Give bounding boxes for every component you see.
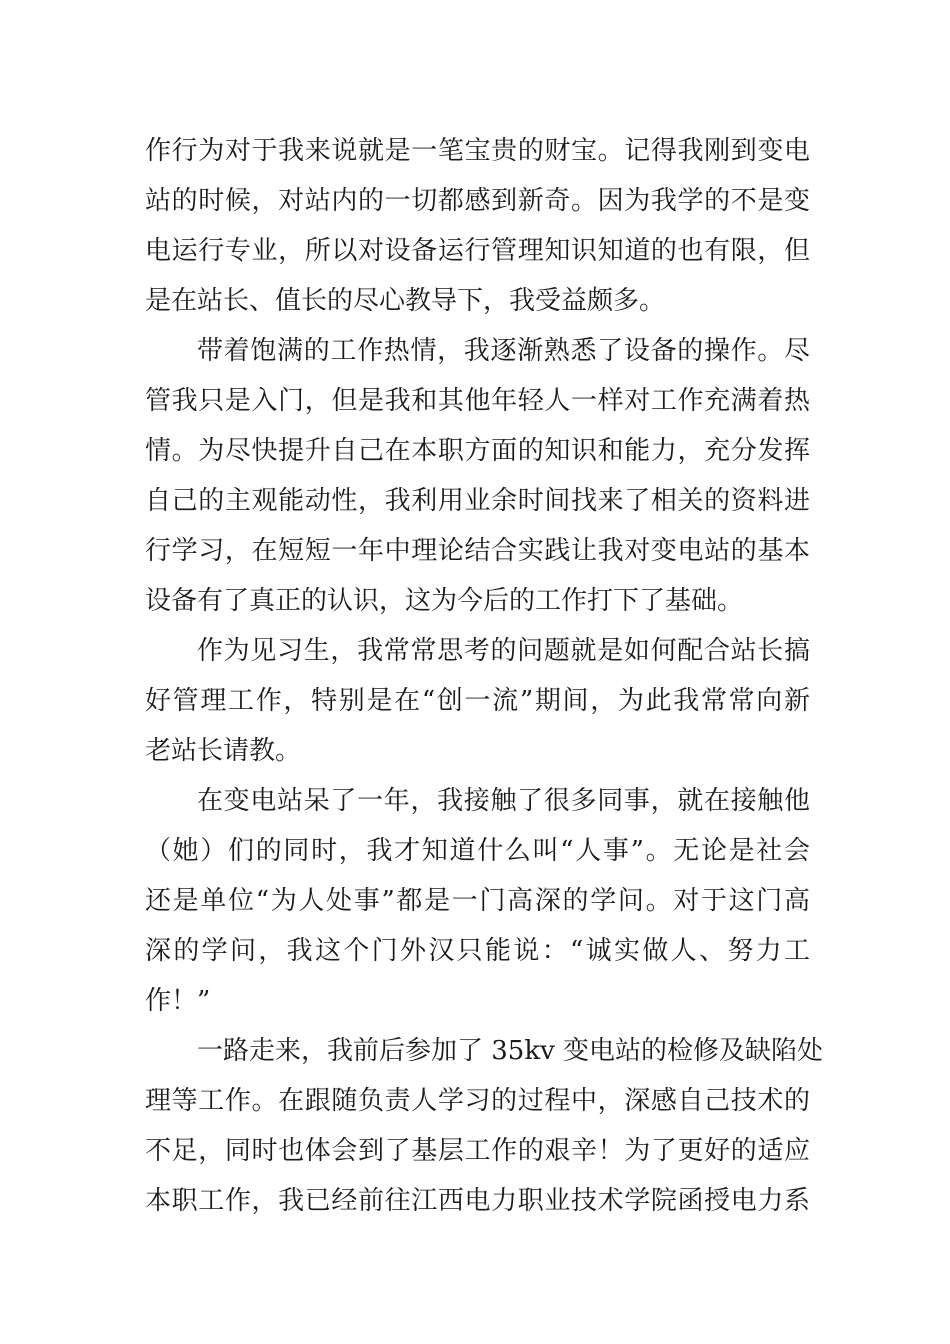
- text-line: 不足，同时也体会到了基层工作的艰辛！为了更好的适应: [145, 1136, 810, 1166]
- text-line: 作为见习生，我常常思考的问题就是如何配合站长搞: [197, 636, 810, 666]
- text-line: 站的时候，对站内的一切都感到新奇。因为我学的不是变: [145, 186, 810, 216]
- text-line: 情。为尽快提升自己在本职方面的知识和能力，充分发挥: [145, 436, 810, 466]
- text-line: 一路走来，我前后参加了 35kv 变电站的检修及缺陷处: [197, 1036, 824, 1066]
- text-line: 在变电站呆了一年，我接触了很多同事，就在接触他: [197, 786, 810, 816]
- text-line: 是在站长、值长的尽心教导下，我受益颇多。: [145, 286, 666, 316]
- text-line: 作！”: [145, 986, 211, 1016]
- text-line: 带着饱满的工作热情，我逐渐熟悉了设备的操作。尽: [197, 336, 810, 366]
- text-line: 设备有了真正的认识，这为今后的工作打下了基础。: [145, 586, 744, 616]
- text-line: 管我只是入门，但是我和其他年轻人一样对工作充满着热: [145, 386, 810, 416]
- text-line: 好管理工作，特别是在“创一流”期间，为此我常常向新: [145, 686, 810, 716]
- text-line: 深的学问，我这个门外汉只能说：“诚实做人、努力工: [145, 936, 810, 966]
- text-line: 作行为对于我来说就是一笔宝贵的财宝。记得我刚到变电: [145, 136, 810, 166]
- text-line: 还是单位“为人处事”都是一门高深的学问。对于这门高: [145, 886, 810, 916]
- text-line: （她）们的同时，我才知道什么叫“人事”。无论是社会: [145, 836, 810, 866]
- document-body: [145, 126, 824, 1226]
- text-line: 自己的主观能动性，我利用业余时间找来了相关的资料进: [145, 486, 810, 516]
- text-line: 理等工作。在跟随负责人学习的过程中，深感自己技术的: [145, 1086, 810, 1116]
- text-line: 电运行专业，所以对设备运行管理知识知道的也有限，但: [145, 236, 810, 266]
- text-line: 本职工作，我已经前往江西电力职业技术学院函授电力系: [145, 1186, 810, 1216]
- text-line: 行学习，在短短一年中理论结合实践让我对变电站的基本: [145, 536, 810, 566]
- text-line: 老站长请教。: [145, 736, 302, 766]
